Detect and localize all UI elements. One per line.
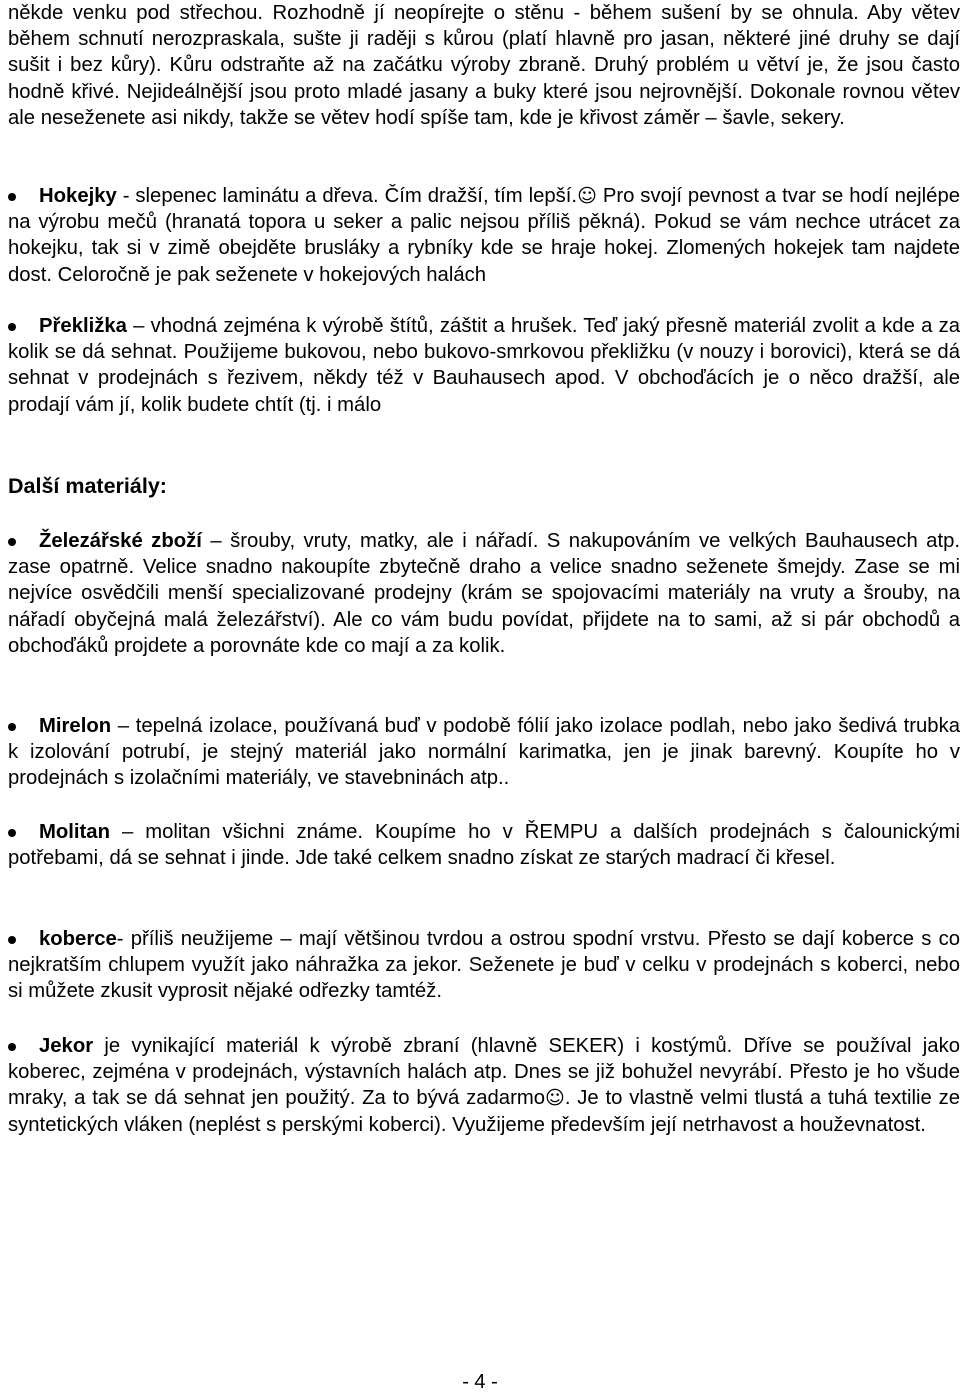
item-term: Jekor <box>39 1035 94 1057</box>
item-term: Hokejky <box>39 185 117 207</box>
bullet-icon <box>8 936 16 944</box>
item-text: Pro svojí pevnost a tvar se hodí nejlépe na výrobu mečů (hranatá topora u seker a palic nejsou příliš pěkná). Pokud se vám nechce utrácet za hokejku, tak si v zimě obejděte brusláky a rybníky kde se hraje hokej. Zlomených hokejek tam najdete dost. Celoročně je pak seženete v hokejových halách <box>8 185 960 286</box>
item-text: – molitan všichni známe. Koupíme ho v ŘEMPU a dalších prodejnách s čalounickými potřebami, dá se sehnat i jinde. Jde také celkem snadno získat ze starých madrací či křesel. <box>8 821 960 870</box>
list-item-molitan <box>8 819 960 871</box>
item-paragraph <box>8 183 960 288</box>
item-paragraph <box>8 713 960 792</box>
bullet-icon <box>8 1043 16 1051</box>
list-item-preklizka <box>8 313 960 418</box>
list-item-koberce <box>8 926 960 1005</box>
item-text: - příliš neužijeme – mají většinou tvrdou a ostrou spodní vrstvu. Přesto se dají koberce s co nejkratším chlupem využít jako náhražka za jekor. Seženete je buď v celku v prodejnách s koberci, nebo si můžete zkusit vyprosit nějaké odřezky tamtéž. <box>8 928 960 1003</box>
item-term: koberce <box>39 928 117 950</box>
intro-paragraph: někde venku pod střechou. Rozhodně jí neopírejte o stěnu - během sušení by se ohnula. Aby větev během schnutí nerozpraskala, sušte ji raději s kůrou (platí hlavně pro jasan, některé jiné druhy se dají sušit i bez kůry). Kůru odstraňte až na začátku výroby zbraně. Druhý problém u větví je, že jsou často hodně křivé. Nejideálnější jsou proto mladé jasany a buky které jsou nejrovnější. Dokonale rovnou větev ale neseženete asi nikdy, takže se větev hodí spíše tam, kde je křivost záměr – šavle, sekery. <box>8 2 960 129</box>
item-term: Překližka <box>39 315 127 337</box>
bullet-icon <box>8 723 16 731</box>
bullet-icon <box>8 538 16 546</box>
bullet-icon <box>8 193 16 201</box>
list-item-mirelon <box>8 713 960 792</box>
item-paragraph <box>8 926 960 1005</box>
item-term: Železářské zboží <box>39 530 202 552</box>
item-paragraph <box>8 313 960 418</box>
item-paragraph <box>8 1033 960 1138</box>
list-item-zelezarske-zbozi <box>8 528 960 659</box>
item-text: – šrouby, vruty, matky, ale i nářadí. S nakupováním ve velkých Bauhausech atp. zase opatrně. Velice snadno nakoupíte zbytečně draho a velice snadno seženete šmejdy. Zase se mi nejvíce osvědčili menší specializované prodejny (krám se spojovacími materiály na vruty a šrouby, na nářadí obyčejná malá železářství). Ale co vám budu povídat, přijdete na to sami, až si pár obchodů a obchoďáků projdete a porovnáte kde co mají a za kolik. <box>8 530 960 657</box>
bullet-icon <box>8 323 16 331</box>
item-paragraph <box>8 528 960 659</box>
item-term: Mirelon <box>39 715 112 737</box>
item-text: – vhodná zejména k výrobě štítů, záštit a hrušek. Teď jaký přesně materiál zvolit a kde a za kolik se dá sehnat. Použijeme bukovou, nebo bukovo-smrkovou překližku (v nouzy i borovici), která se dá sehnat v prodejnách s řezivem, někdy též v Bauhausech apod. V obchoďácích je o něco dražší, ale prodají vám jí, kolik budete chtít (tj. i málo <box>8 315 960 416</box>
item-text: . Je to vlastně velmi tlustá a tuhá textilie ze syntetických vláken (neplést s perskými koberci). Využijeme především její netrhavost a houževnatost. <box>8 1087 960 1136</box>
page-number-footer <box>0 1370 960 1394</box>
list-item-jekor <box>8 1033 960 1138</box>
page-number: - 4 - <box>462 1371 498 1393</box>
list-item-hokejky <box>8 183 960 288</box>
item-term: Molitan <box>39 821 110 843</box>
item-text: je vynikající materiál k výrobě zbraní (hlavně SEKER) i kostýmů. Dříve se používal jako koberec, zejména v prodejnách, výstavních halách atp. Dnes se již bohužel nevyrábí. Přesto je ho všude mraky, a tak se dá sehnat jen použitý. Za to bývá zadarmo <box>8 1035 960 1110</box>
item-text: – tepelná izolace, používaná buď v podobě fólií jako izolace podlah, nebo jako šedivá trubka k izolování potrubí, je stejný materiál jako normální karimatka, jen je jinak barevný. Koupíte ho v prodejnách s izolačními materiály, ve stavebninách atp.. <box>8 715 960 790</box>
item-paragraph <box>8 819 960 871</box>
bullet-icon <box>8 829 16 837</box>
smiley-icon: ☺ <box>577 185 597 207</box>
item-text: - slepenec laminátu a dřeva. Čím dražší, tím lepší. <box>116 185 578 207</box>
smiley-icon: ☺ <box>545 1087 565 1110</box>
section-heading: Další materiály: <box>8 474 167 498</box>
